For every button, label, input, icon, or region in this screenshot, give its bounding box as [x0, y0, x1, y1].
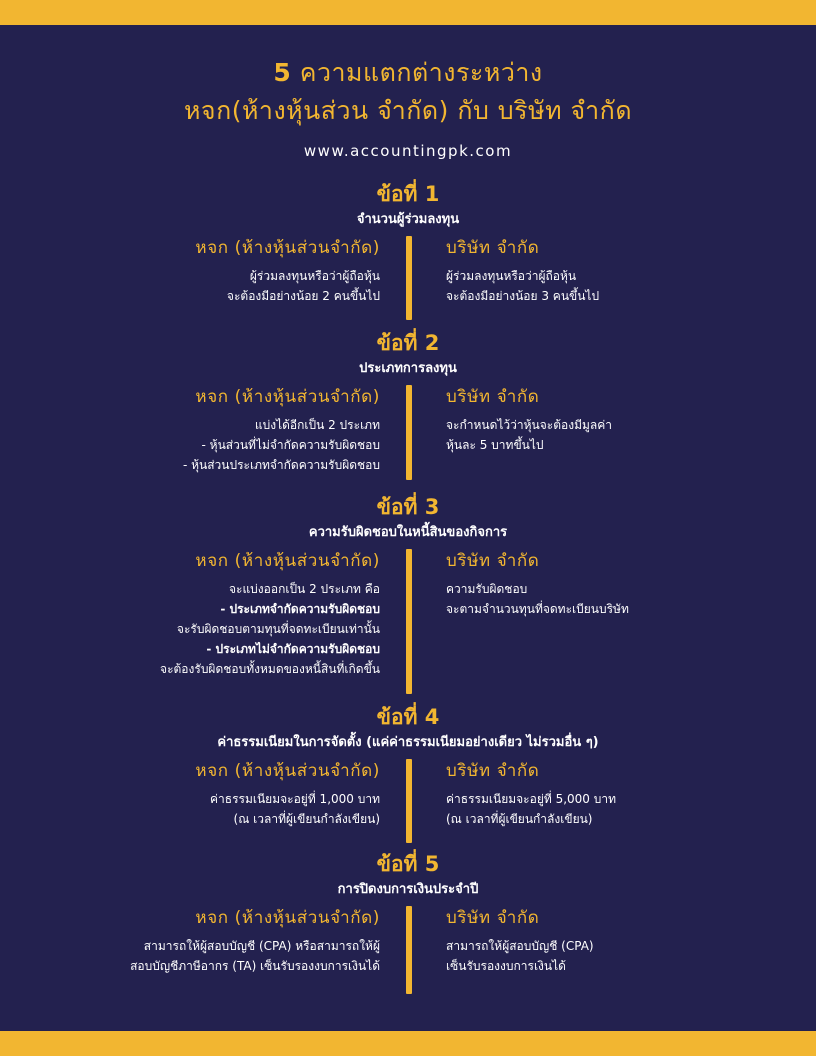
- company-title: บริษัท จำกัด: [446, 387, 540, 407]
- text-line: สามารถให้ผู้สอบบัญชี (CPA): [446, 939, 594, 953]
- page-header: [0, 54, 816, 160]
- title-line-2: หจก(ห้างหุ้นส่วน จำกัด) กับ บริษัท จำกัด: [183, 96, 633, 125]
- text-line: จะกำหนดไว้ว่าหุ้นจะต้องมีมูลค่า: [446, 418, 613, 432]
- text-line: ค่าธรรมเนียมจะอยู่ที่ 5,000 บาท: [446, 792, 617, 806]
- section-4: [0, 704, 816, 826]
- text-line: จะรับผิดชอบตามทุนที่จดทะเบียนเท่านั้น: [176, 622, 380, 636]
- section-heading: ข้อที่ 3: [376, 495, 440, 519]
- text-line: สามารถให้ผู้สอบบัญชี (CPA) หรือสามารถให้ผู้: [143, 939, 380, 953]
- column-divider: [406, 759, 412, 843]
- text-line: - หุ้นส่วนประเภทจำกัดความรับผิดชอบ: [182, 458, 380, 472]
- partnership-text: [160, 579, 380, 679]
- company-text: [446, 579, 629, 619]
- column-divider: [406, 236, 412, 320]
- company-title: บริษัท จำกัด: [446, 238, 540, 258]
- text-line: ค่าธรรมเนียมจะอยู่ที่ 1,000 บาท: [209, 792, 380, 806]
- text-line: จะต้องมีอย่างน้อย 2 คนขึ้นไป: [226, 289, 380, 303]
- partnership-title: หจก (ห้างหุ้นส่วนจำกัด): [195, 551, 380, 571]
- partnership-text: [195, 789, 380, 829]
- title-line-1-text: ความแตกต่างระหว่าง: [291, 58, 543, 87]
- partnership-column: [160, 549, 380, 679]
- page-title: [0, 54, 816, 130]
- text-line: - หุ้นส่วนที่ไม่จำกัดความรับผิดชอบ: [201, 438, 380, 452]
- text-line-bold: - ประเภทไม่จำกัดความรับผิดชอบ: [206, 642, 380, 656]
- section-heading: ข้อที่ 4: [376, 705, 440, 729]
- section-heading: ข้อที่ 1: [376, 182, 440, 206]
- company-text: [446, 415, 612, 455]
- company-title: บริษัท จำกัด: [446, 551, 540, 571]
- text-line: (ณ เวลาที่ผู้เขียนกำลังเขียน): [446, 812, 593, 826]
- website-url: www.accountingpk.com: [303, 142, 513, 160]
- text-line: หุ้นละ 5 บาทขึ้นไป: [446, 438, 544, 452]
- section-subheading: ประเภทการลงทุน: [359, 361, 457, 376]
- text-line: ความรับผิดชอบ: [446, 582, 528, 596]
- partnership-text: [183, 415, 380, 475]
- company-column: [446, 549, 629, 619]
- company-column: [446, 385, 612, 455]
- company-text: [446, 936, 594, 976]
- bottom-accent-band: [0, 1031, 816, 1056]
- partnership-column: [130, 906, 380, 976]
- company-text: [446, 789, 616, 829]
- text-line: สอบบัญชีภาษีอากร (TA) เซ็นรับรองงบการเงินได้: [130, 959, 380, 973]
- text-line: จะตามจำนวนทุนที่จดทะเบียนบริษัท: [446, 602, 629, 616]
- text-line: เซ็นรับรองงบการเงินได้: [446, 959, 566, 973]
- partnership-text: [195, 266, 380, 306]
- section-subheading: ค่าธรรมเนียมในการจัดตั้ง (แค่ค่าธรรมเนียมอย่างเดียว ไม่รวมอื่น ๆ): [217, 735, 599, 750]
- company-title: บริษัท จำกัด: [446, 908, 540, 928]
- text-line: ผู้ร่วมลงทุนหรือว่าผู้ถือหุ้น: [446, 269, 577, 283]
- text-line: จะแบ่งออกเป็น 2 ประเภท คือ: [228, 582, 380, 596]
- text-line: จะต้องมีอย่างน้อย 3 คนขึ้นไป: [446, 289, 600, 303]
- section-subheading: การปิดงบการเงินประจำปี: [337, 882, 479, 897]
- company-text: [446, 266, 599, 306]
- title-number: 5: [273, 58, 292, 87]
- section-heading: ข้อที่ 2: [376, 331, 440, 355]
- partnership-title: หจก (ห้างหุ้นส่วนจำกัด): [195, 238, 380, 258]
- text-line: แบ่งได้อีกเป็น 2 ประเภท: [254, 418, 380, 432]
- company-title: บริษัท จำกัด: [446, 761, 540, 781]
- partnership-title: หจก (ห้างหุ้นส่วนจำกัด): [195, 761, 380, 781]
- text-line: (ณ เวลาที่ผู้เขียนกำลังเขียน): [233, 812, 380, 826]
- text-line-bold: - ประเภทจำกัดความรับผิดชอบ: [220, 602, 380, 616]
- column-divider: [406, 906, 412, 994]
- section-5: [0, 851, 816, 973]
- company-column: [446, 906, 594, 976]
- section-heading: ข้อที่ 5: [376, 852, 440, 876]
- partnership-column: [195, 759, 380, 829]
- section-subheading: จำนวนผู้ร่วมลงทุน: [356, 212, 460, 227]
- section-3: [0, 494, 816, 676]
- title-line-1: [0, 54, 816, 92]
- text-line: ผู้ร่วมลงทุนหรือว่าผู้ถือหุ้น: [249, 269, 380, 283]
- column-divider: [406, 549, 412, 694]
- section-2: [0, 330, 816, 472]
- partnership-title: หจก (ห้างหุ้นส่วนจำกัด): [195, 387, 380, 407]
- company-column: [446, 759, 616, 829]
- column-divider: [406, 385, 412, 480]
- section-subheading: ความรับผิดชอบในหนี้สินของกิจการ: [308, 525, 508, 540]
- partnership-text: [130, 936, 380, 976]
- partnership-title: หจก (ห้างหุ้นส่วนจำกัด): [195, 908, 380, 928]
- text-line: จะต้องรับผิดชอบทั้งหมดของหนี้สินที่เกิดขึ้น: [160, 662, 380, 676]
- company-column: [446, 236, 599, 306]
- section-1: [0, 181, 816, 303]
- partnership-column: [183, 385, 380, 475]
- partnership-column: [195, 236, 380, 306]
- top-accent-band: [0, 0, 816, 25]
